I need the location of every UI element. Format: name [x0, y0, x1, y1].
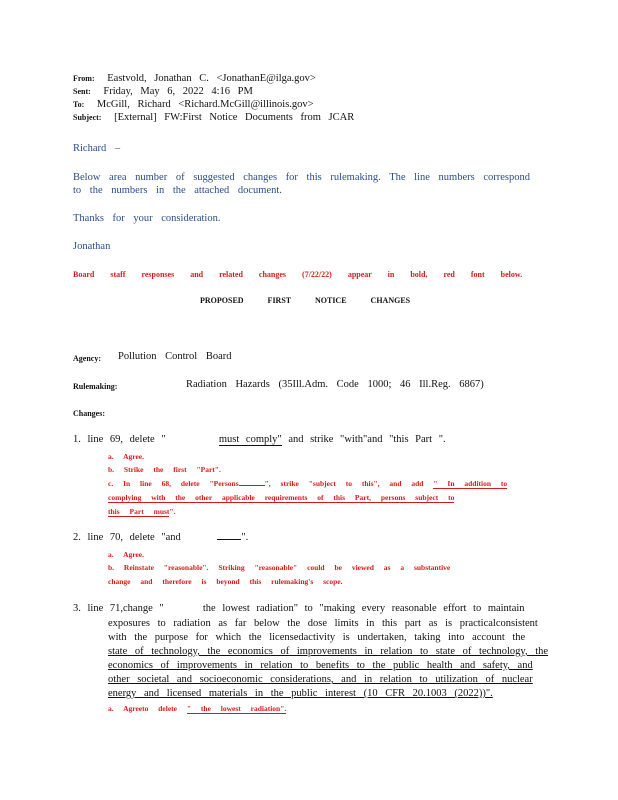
- header-sent: [73, 85, 253, 98]
- change-item-3: 3. line 71,change " the lowest radiation" to "making every reasonable effort to maintain: [73, 603, 525, 614]
- item-line-text: line 71,change ": [87, 603, 164, 614]
- email-paragraph-2: Thanks for your consideration.: [73, 213, 221, 224]
- subject-value: [External] FW:First Notice Documents from JCAR: [114, 112, 355, 123]
- to-label: To:: [73, 100, 85, 109]
- response-2b: b. Reinstate "reasonable". Striking "reasonable" could be viewed as a substantive: [108, 563, 451, 572]
- board-note: Board staff responses and related changes (7/22/22) appear in bold, red font below.: [73, 270, 523, 279]
- item-number: 1.: [73, 434, 81, 445]
- item-3-line-2: exposures to radiation as far below the dose limits in this part as is practicalconsistent: [108, 618, 538, 629]
- item-3-line-3: with the purpose for which the licensedactivity is undertaken, taking into account the: [108, 632, 526, 643]
- email-paragraph-1: Below area number of suggested changes for this rulemaking. The line numbers correspond to the numbers in the attached document.: [73, 172, 530, 196]
- item-3-line-7: energy and licensed materials in the public interest (10 CFR 20.1003 (2022))".: [108, 688, 493, 699]
- response-2b-cont: change and therefore is beyond this rulemaking's scope.: [108, 577, 343, 586]
- response-2a: a. Agree.: [108, 550, 144, 559]
- agency-label: Agency:: [73, 354, 101, 363]
- item-number: 3.: [73, 603, 81, 614]
- item-number: 2.: [73, 532, 81, 543]
- response-1c: c. In line 68, delete "Persons ", strike "subject to this", and add " In addition to: [108, 479, 508, 488]
- rulemaking-value: Radiation Hazards (35Ill.Adm. Code 1000; 46 Ill.Reg. 6867): [186, 379, 484, 390]
- header-from: [73, 72, 316, 85]
- section-title: PROPOSED FIRST NOTICE CHANGES: [200, 296, 411, 305]
- response-1c-end: this Part must".: [108, 507, 176, 516]
- item-3-line-5: economics of improvements in relation to benefits to the public health and safety, and: [108, 660, 533, 671]
- subject-label: Subject:: [73, 113, 102, 122]
- header-subject: [73, 111, 354, 124]
- from-value: Eastvold, Jonathan C. <JonathanE@ilga.gov>: [107, 73, 316, 84]
- email-greeting: Richard –: [73, 143, 121, 154]
- sent-value: Friday, May 6, 2022 4:16 PM: [103, 86, 253, 97]
- changes-label: Changes:: [73, 409, 106, 418]
- change-item-2: 2. line 70, delete "and ".: [73, 532, 249, 543]
- rulemaking-label: Rulemaking:: [73, 382, 118, 391]
- header-to: [73, 98, 314, 111]
- from-label: From:: [73, 74, 95, 83]
- sent-label: Sent:: [73, 87, 91, 96]
- response-3a: a. Agreeto delete " the lowest radiation".: [108, 704, 287, 713]
- agency-value: Pollution Control Board: [118, 351, 232, 362]
- to-value: McGill, Richard <Richard.McGill@illinois.gov>: [96, 99, 314, 110]
- item-3-line-6: other societal and socioeconomic considerations, and in relation to utilization of nuclear: [108, 674, 533, 685]
- change-item-1: [73, 434, 446, 445]
- response-1a: a. Agree.: [108, 452, 144, 461]
- response-1b: b. Strike the first "Part".: [108, 465, 221, 474]
- item-3-line-4: state of technology, the economics of improvements in relation to state of technology, the: [108, 646, 549, 657]
- item-rest: and strike "with"and "this Part ".: [288, 434, 446, 445]
- response-1c-cont: complying with the other applicable requirements of this Part, persons subject to: [108, 493, 455, 502]
- item-underlined: must comply": [218, 434, 282, 445]
- email-signature: Jonathan: [73, 241, 111, 252]
- item-line-text: line 70, delete "and: [87, 532, 181, 543]
- item-line-text: line 69, delete ": [87, 434, 166, 445]
